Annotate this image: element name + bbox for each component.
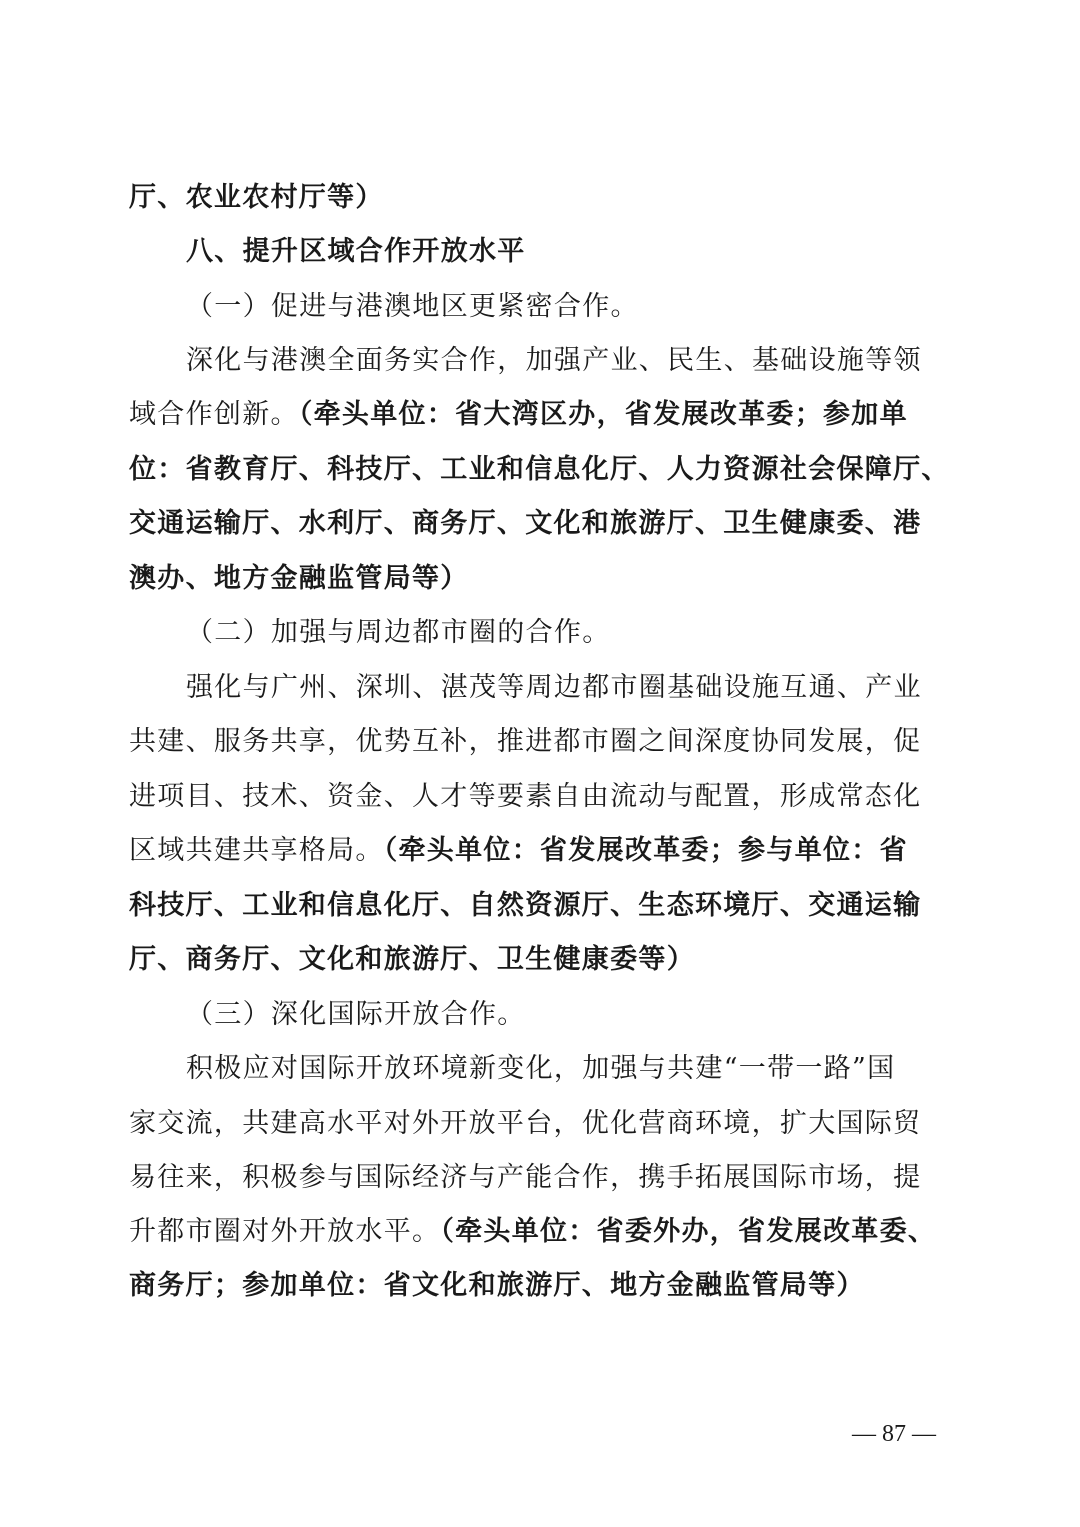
section-heading: 八、提升区域合作开放水平 xyxy=(186,236,526,267)
sub3-body-plain: 升都市圈对外开放水平。 xyxy=(129,1216,441,1247)
sub3-body-line: 商务厅；参加单位：省文化和旅游厅、地方金融监管局等） xyxy=(129,1270,865,1301)
sub1-body-line: 位：省教育厅、科技厅、工业和信息化厅、人力资源社会保障厅、 xyxy=(129,454,950,485)
sub2-body-line: 共建、服务共享，优势互补，推进都市圈之间深度协同发展，促 xyxy=(129,726,922,757)
sub2-body-line: 强化与广州、深圳、湛茂等周边都市圈基础设施互通、产业 xyxy=(186,672,922,703)
page-number: — 87 — xyxy=(852,1421,936,1447)
sub2-body-plain: 区域共建共享格局。 xyxy=(129,835,384,866)
sub3-body-line: 易往来，积极参与国际经济与产能合作，携手拓展国际市场，提 xyxy=(129,1162,922,1193)
sub2-body-line: 进项目、技术、资金、人才等要素自由流动与配置，形成常态化 xyxy=(129,781,922,812)
sub1-body-line: 澳办、地方金融监管局等） xyxy=(129,563,469,594)
sub3-lead-units: （牵头单位：省委外办，省发展改革委、 xyxy=(440,1216,937,1247)
sub1-body-line xyxy=(129,395,908,435)
sub1-title: （一）促进与港澳地区更紧密合作。 xyxy=(186,291,639,322)
sub2-title: （二）加强与周边都市圈的合作。 xyxy=(186,617,611,648)
sub3-body-line xyxy=(129,1212,936,1252)
sub1-lead-units: （牵头单位：省大湾区办，省发展改革委；参加单 xyxy=(298,399,908,430)
sub3-title: （三）深化国际开放合作。 xyxy=(186,999,526,1030)
sub2-body-line xyxy=(129,831,908,871)
sub1-body-line: 交通运输厅、水利厅、商务厅、文化和旅游厅、卫生健康委、港 xyxy=(129,508,922,539)
sub3-body-line: 家交流，共建高水平对外开放平台，优化营商环境，扩大国际贸 xyxy=(129,1108,922,1139)
sub2-body-line: 厅、商务厅、文化和旅游厅、卫生健康委等） xyxy=(129,944,695,975)
sub2-body-line: 科技厅、工业和信息化厅、自然资源厅、生态环境厅、交通运输 xyxy=(129,890,922,921)
sub2-lead-units: （牵头单位：省发展改革委；参与单位：省 xyxy=(383,835,908,866)
sub1-body-line: 深化与港澳全面务实合作，加强产业、民生、基础设施等领 xyxy=(186,345,922,376)
intro-tail: 厅、农业农村厅等） xyxy=(129,182,384,213)
sub1-body-plain: 域合作创新。 xyxy=(129,399,299,430)
sub3-body-line: 积极应对国际开放环境新变化，加强与共建“一带一路”国 xyxy=(186,1053,896,1084)
